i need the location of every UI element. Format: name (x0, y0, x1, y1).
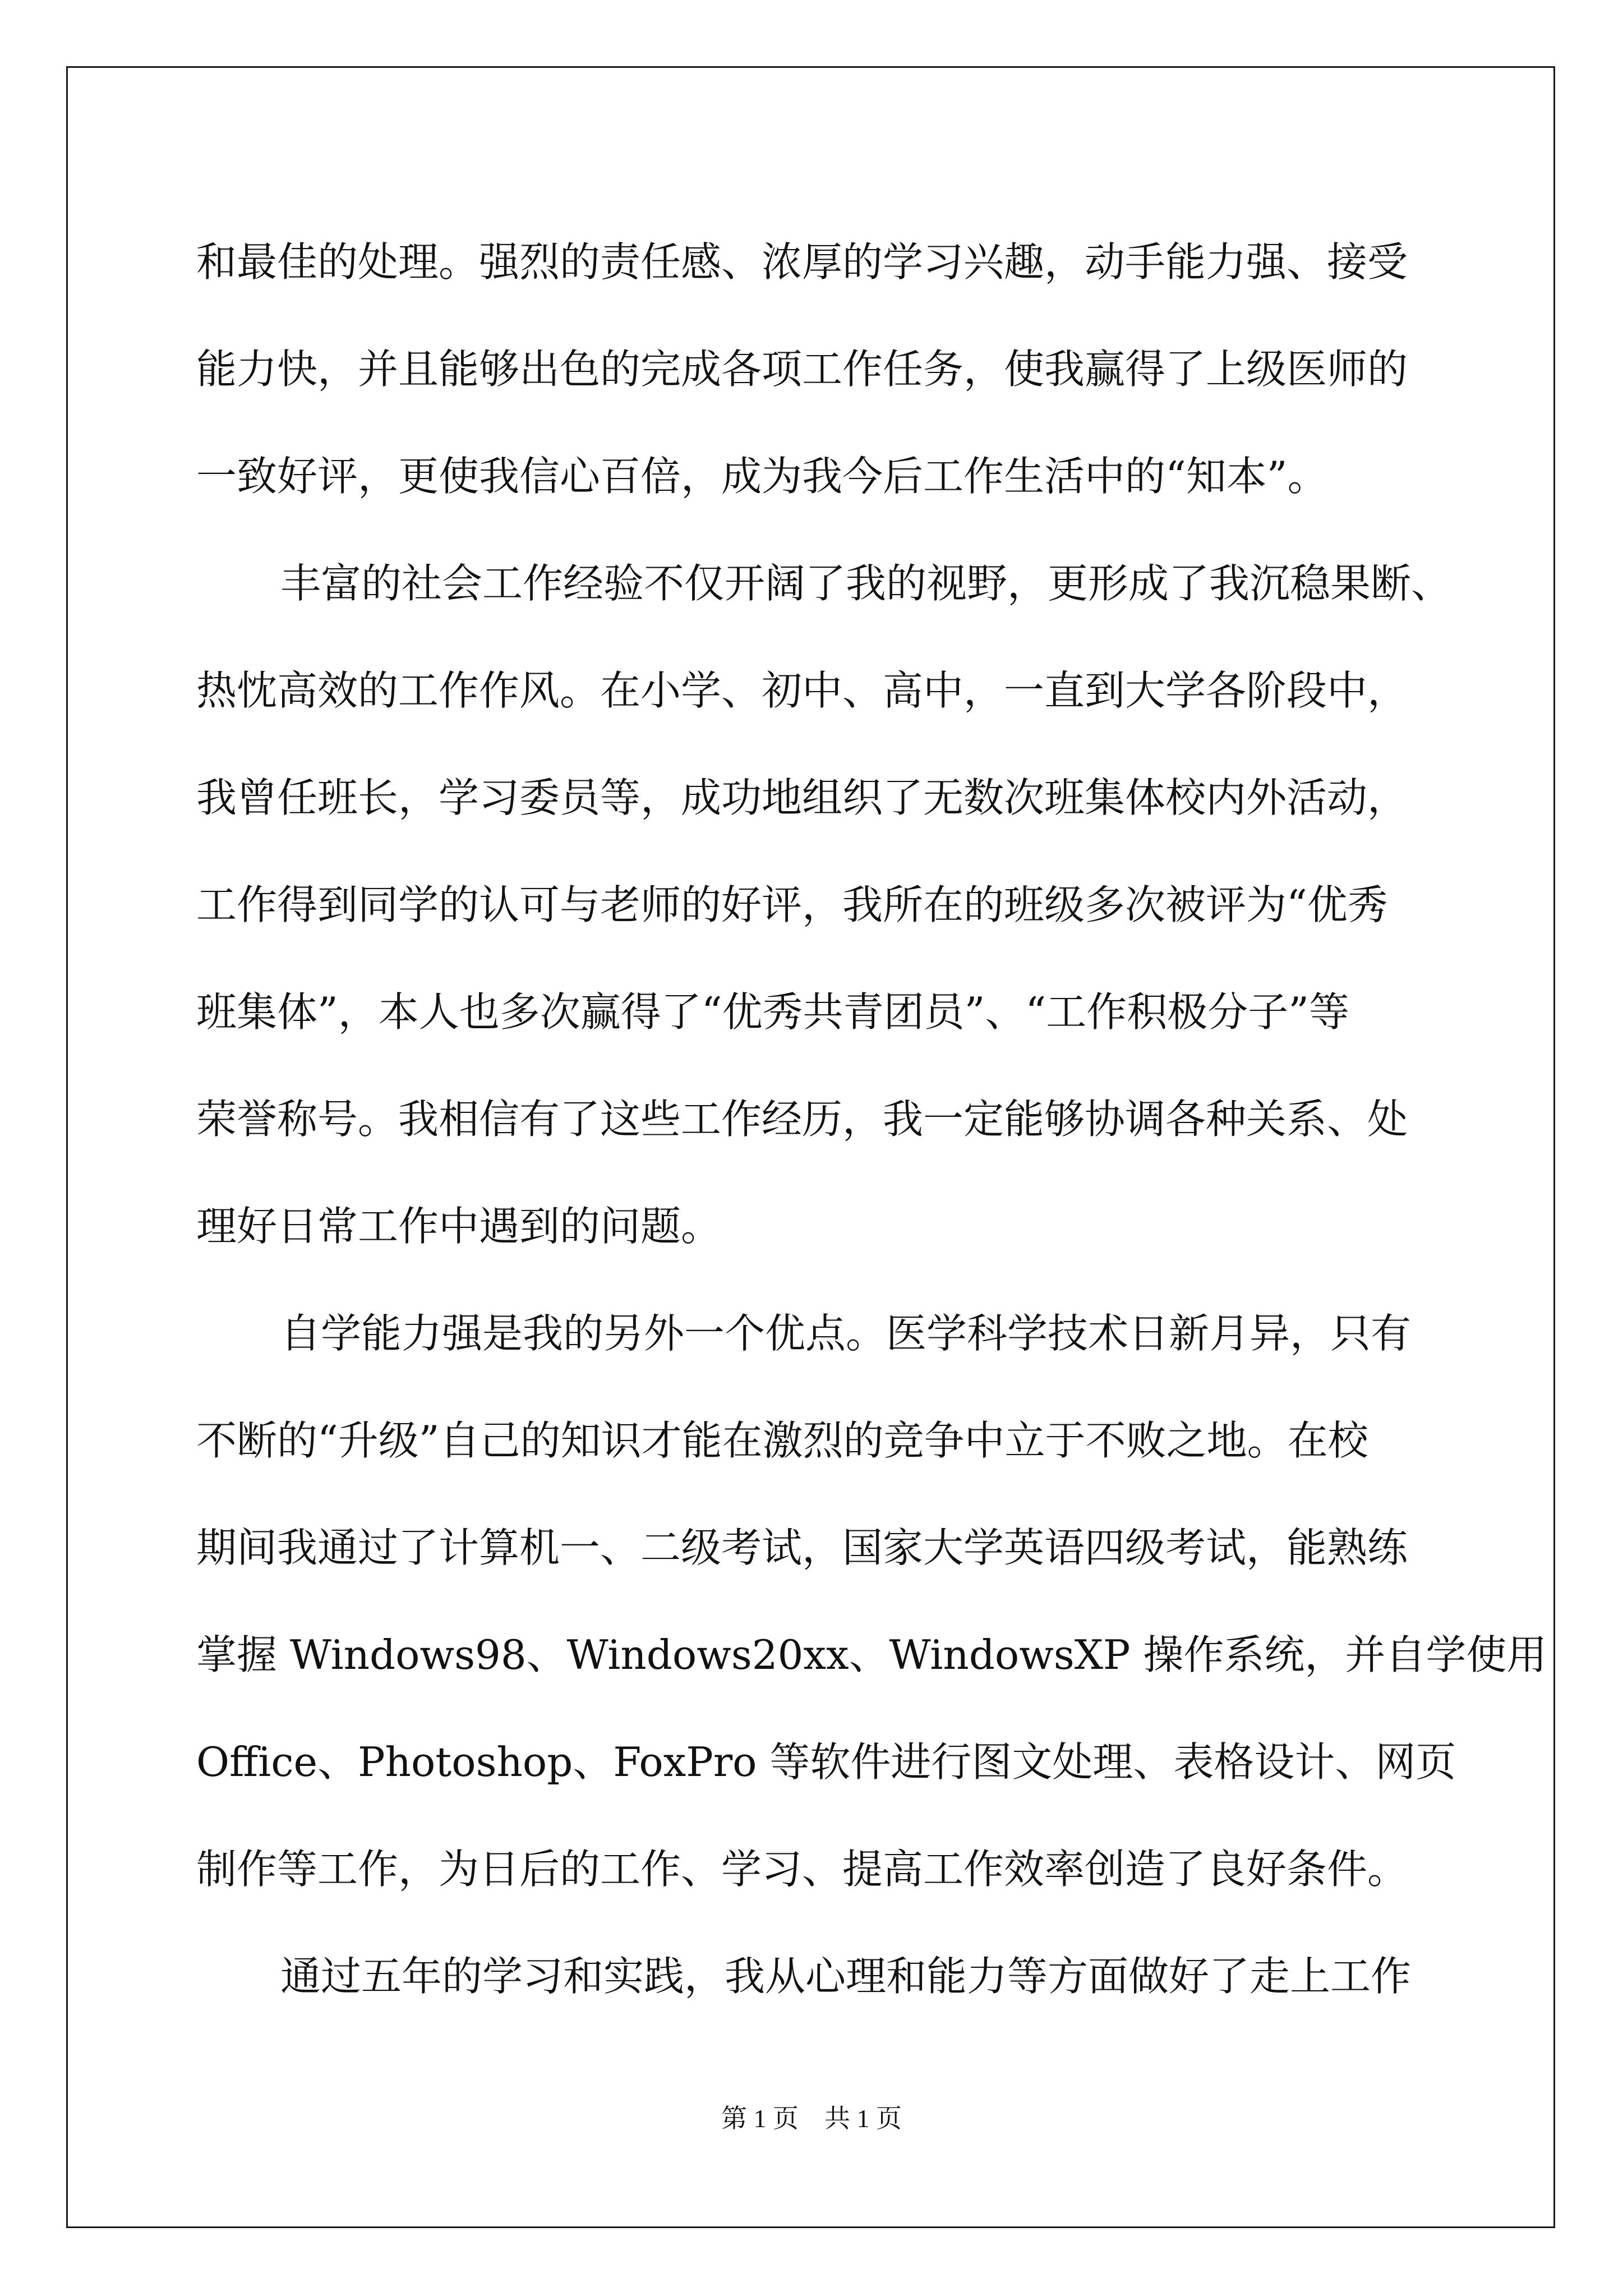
text-line: 荣誉称号。我相信有了这些工作经历，我一定能够协调各种关系、处 (196, 1096, 1408, 1143)
text-line: 理好日常工作中遇到的问题。 (196, 1203, 722, 1250)
text-line: 能力快，并且能够出色的完成各项工作任务，使我赢得了上级医师的 (196, 346, 1408, 393)
text-line: 掌握 Windows98、Windows20xx、WindowsXP 操作系统，并自学使用 (196, 1631, 1547, 1678)
document-body (196, 209, 1547, 2030)
text-line: Office、Photoshop、FoxPro 等软件进行图文处理、表格设计、网页 (196, 1738, 1456, 1786)
text-line: 工作得到同学的认可与老师的好评，我所在的班级多次被评为“优秀 (196, 881, 1388, 928)
page-footer (0, 2098, 1623, 2135)
paragraph-start-line: 丰富的社会工作经验不仅开阔了我的视野，更形成了我沉稳果断、 (280, 560, 1452, 607)
text-line: 班集体”，本人也多次赢得了“优秀共青团员”、“工作积极分子”等 (196, 988, 1350, 1036)
text-line: 制作等工作，为日后的工作、学习、提高工作效率创造了良好条件。 (196, 1846, 1408, 1893)
text-line: 期间我通过了计算机一、二级考试，国家大学英语四级考试，能熟练 (196, 1524, 1408, 1571)
page-number-total: 共 1 页 (824, 2104, 902, 2133)
text-line: 热忱高效的工作作风。在小学、初中、高中，一直到大学各阶段中， (196, 667, 1408, 714)
paragraph-start-line: 自学能力强是我的另外一个优点。医学科学技术日新月异，只有 (280, 1310, 1412, 1357)
text-line: 一致好评，更使我信心百倍，成为我今后工作生活中的“知本”。 (196, 453, 1328, 500)
text-line: 不断的“升级”自己的知识才能在激烈的竞争中立于不败之地。在校 (196, 1417, 1368, 1464)
text-line: 和最佳的处理。强烈的责任感、浓厚的学习兴趣，动手能力强、接受 (196, 238, 1408, 286)
text-line: 我曾任班长，学习委员等，成功地组织了无数次班集体校内外活动， (196, 774, 1408, 821)
page-number-current: 第 1 页 (721, 2104, 799, 2133)
paragraph-start-line: 通过五年的学习和实践，我从心理和能力等方面做好了走上工作 (280, 1953, 1412, 2000)
